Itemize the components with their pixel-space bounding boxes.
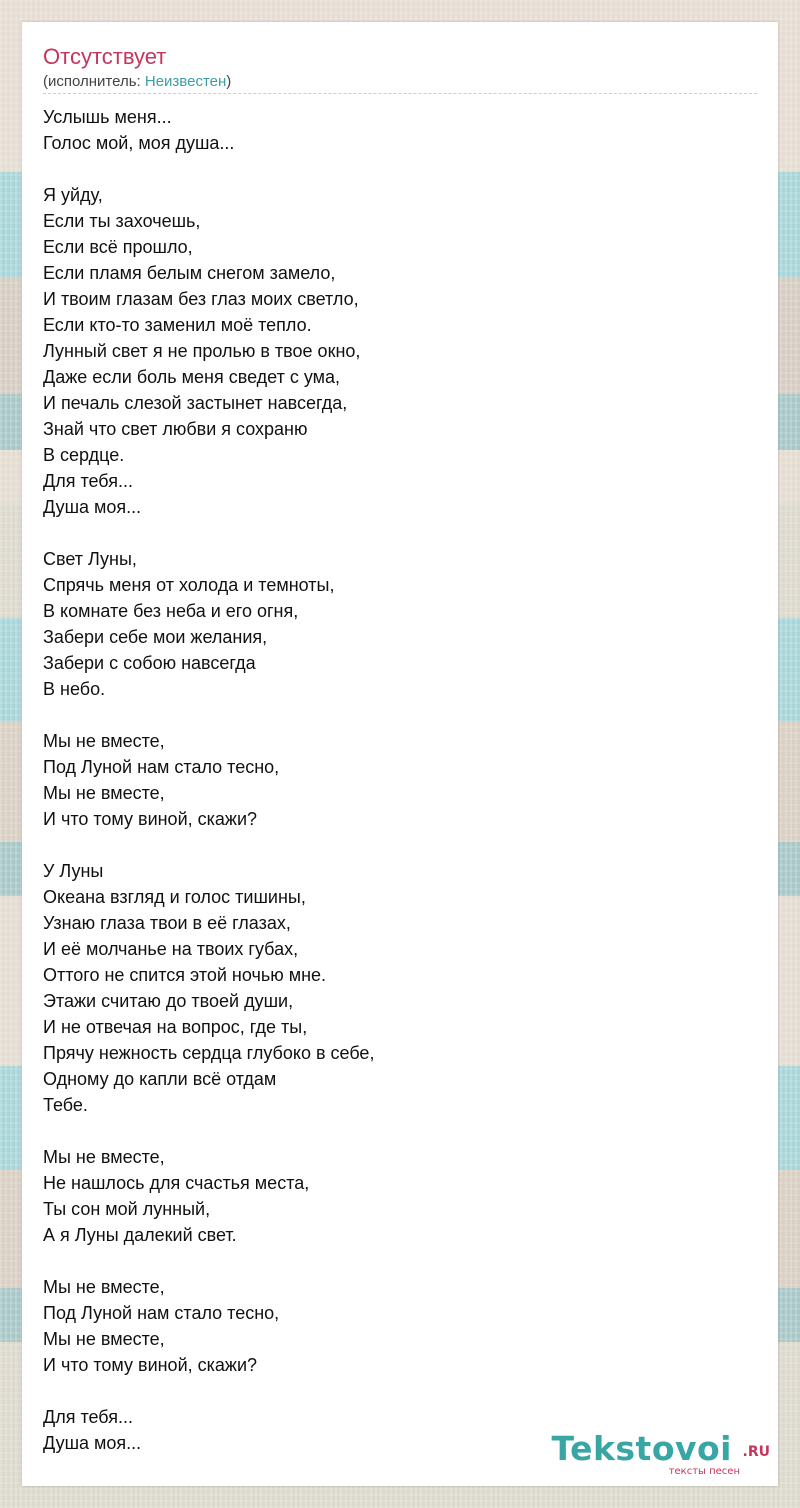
lyrics-line: Мы не вместе, — [43, 1277, 165, 1297]
lyrics-line: У Луны — [43, 861, 104, 881]
lyrics-line: Душа моя... — [43, 1433, 142, 1453]
lyrics-card — [22, 22, 778, 1486]
lyrics-line: Для тебя... — [43, 1407, 133, 1427]
lyrics-line: В сердце. — [43, 445, 125, 465]
lyrics-line: В комнате без неба и его огня, — [43, 601, 299, 621]
lyrics-line: Даже если боль меня сведет с ума, — [43, 367, 341, 387]
lyrics-line: Забери с собою навсегда — [43, 653, 256, 673]
lyrics-line: Свет Луны, — [43, 549, 137, 569]
lyrics-line: И её молчанье на твоих губах, — [43, 939, 299, 959]
lyrics-line: Тебе. — [43, 1095, 88, 1115]
site-logo[interactable] — [551, 1428, 770, 1478]
artist-line — [43, 72, 231, 92]
artist-prefix: (исполнитель: — [43, 73, 145, 90]
song-title: Отсутствует — [43, 44, 167, 69]
lyrics-line: Если кто-то заменил моё тепло. — [43, 315, 312, 335]
lyrics-line: Душа моя... — [43, 497, 142, 517]
lyrics-line: Если ты захочешь, — [43, 211, 201, 231]
lyrics-line: Мы не вместе, — [43, 1147, 165, 1167]
lyrics-line: А я Луны далекий свет. — [43, 1225, 237, 1245]
lyrics-line: Знай что свет любви я сохраню — [43, 419, 308, 439]
lyrics-stanza — [43, 858, 743, 1118]
lyrics-stanza — [43, 728, 743, 832]
lyrics-stanza — [43, 1274, 743, 1378]
lyrics-stanza — [43, 104, 743, 156]
lyrics-stanza — [43, 546, 743, 702]
header-divider — [43, 93, 757, 94]
lyrics-line: Забери себе мои желания, — [43, 627, 268, 647]
lyrics-line: Я уйду, — [43, 185, 103, 205]
lyrics-line: Этажи считаю до твоей души, — [43, 991, 294, 1011]
lyrics-line: Узнаю глаза твои в её глазах, — [43, 913, 291, 933]
lyrics-line: Спрячь меня от холода и темноты, — [43, 575, 335, 595]
lyrics-line: Для тебя... — [43, 471, 133, 491]
artist-suffix: ) — [226, 73, 232, 90]
lyrics-line: Прячу нежность сердца глубоко в себе, — [43, 1043, 375, 1063]
lyrics-line: И печаль слезой застынет навсегда, — [43, 393, 348, 413]
lyrics-line: Не нашлось для счастья места, — [43, 1173, 310, 1193]
lyrics-line: И твоим глазам без глаз моих светло, — [43, 289, 359, 309]
lyrics-line: Если пламя белым снегом замело, — [43, 263, 336, 283]
artist-link[interactable]: Неизвестен — [144, 73, 227, 90]
lyrics-line: Под Луной нам стало тесно, — [43, 1303, 280, 1323]
lyrics-line: Лунный свет я не пролью в твое окно, — [43, 341, 361, 361]
lyrics-line: В небо. — [43, 679, 106, 699]
lyrics-line: Одному до капли всё отдам — [43, 1069, 277, 1089]
lyrics-line: Голос мой, моя душа... — [43, 133, 235, 153]
lyrics-line: И что тому виной, скажи? — [43, 809, 258, 829]
lyrics-line: Мы не вместе, — [43, 1329, 165, 1349]
lyrics-line: Если всё прошло, — [43, 237, 193, 257]
lyrics-line: Оттого не спится этой ночью мне. — [43, 965, 327, 985]
lyrics-line: И что тому виной, скажи? — [43, 1355, 258, 1375]
lyrics-stanza — [43, 1144, 743, 1248]
logo-name: Tekstovoi — [551, 1429, 732, 1468]
lyrics-stanza — [43, 182, 743, 520]
logo-tagline: тексты песен — [668, 1466, 740, 1477]
lyrics-line: Услышь меня... — [43, 107, 172, 127]
lyrics-line: Под Луной нам стало тесно, — [43, 757, 280, 777]
lyrics-line: Океана взгляд и голос тишины, — [43, 887, 306, 907]
lyrics-line: И не отвечая на вопрос, где ты, — [43, 1017, 308, 1037]
lyrics-line: Мы не вместе, — [43, 783, 165, 803]
logo-tld: .RU — [742, 1444, 770, 1460]
lyrics-line: Ты сон мой лунный, — [43, 1199, 211, 1219]
lyrics-text — [43, 104, 743, 1482]
lyrics-line: Мы не вместе, — [43, 731, 165, 751]
